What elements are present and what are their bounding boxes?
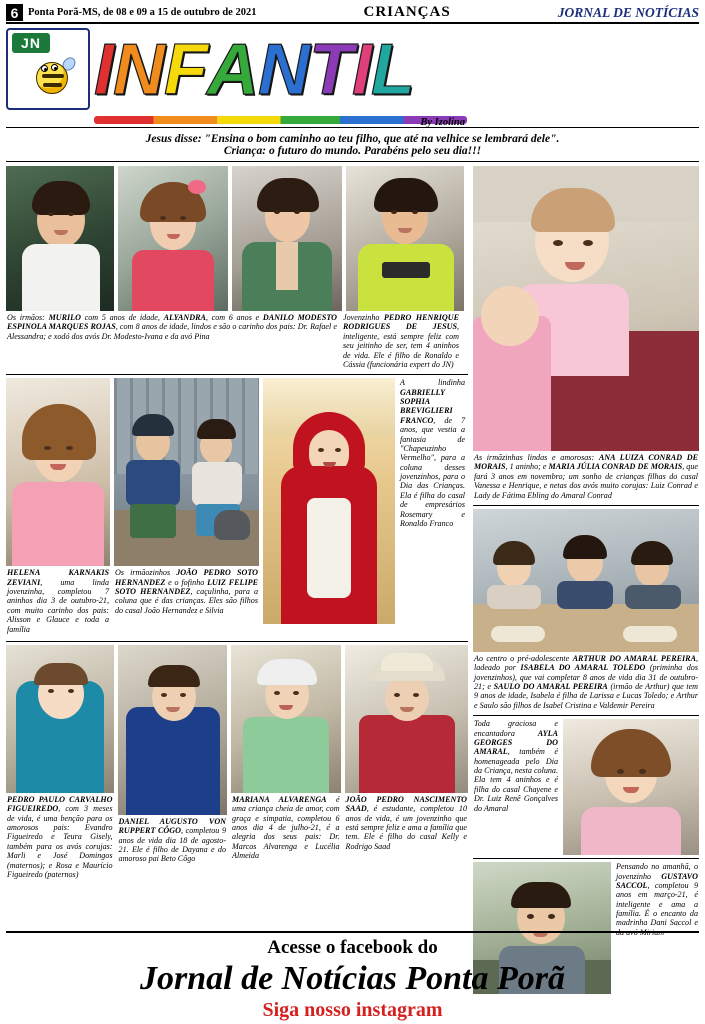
content-area (6, 162, 699, 994)
verse-line-2 (10, 145, 695, 157)
photo-row-3 (6, 642, 468, 882)
photo-daniel (118, 645, 228, 815)
promo-line-3: Siga nosso instagram (262, 999, 443, 1021)
edition-date: Ponta Porã-MS, de 08 e 09 a 15 de outubro de 2021 (28, 7, 257, 18)
newspaper-name: JORNAL DE NOTÍCIAS (557, 4, 699, 20)
bee-mascot-icon (28, 54, 76, 102)
photo-row-2 (6, 375, 468, 637)
banner-letter: N (258, 30, 309, 110)
caption-joao-pedro-saad: JOÃO PEDRO NASCIMENTO SAAD, é estudante, completou 10 anos de vida, é um jovenzinho que está sempre feliz e ama a família que tem. Ele é filho do casal Kelly e Rodrigo Saad (345, 794, 467, 851)
photo-mariana (231, 645, 341, 793)
caption-pedro-paulo: PEDRO PAULO CARVALHO FIGUEIREDO, com 3 meses de vida, é uma benção para os amorosos pais: Evandro Figueiredo e Teura Gisely, também para os avós corujas: Marli e José Domingos (maternos); e Rosa e Maurício Figueiredo (paternos) (7, 794, 113, 879)
photo-gabrielly (263, 378, 395, 624)
photo-row-1 (6, 166, 468, 311)
caption-gustavo: Pensando no amanhã, o jovenzinho GUSTAVO SACCOL, completou 9 anos em março-21, é inteligente e ama a família. É o encanto da madrinha Dani Saccol e da avó Miriam (616, 862, 698, 937)
column-byline: By Izolina (420, 117, 465, 128)
jn-logo (6, 28, 90, 110)
banner-title (94, 26, 467, 114)
photo-alyandra (118, 166, 228, 311)
caption-pedro-henrique: Jovenzinho PEDRO HENRIQUE RODRIGUES DE JESUS, inteligente, está sempre feliz com seu jeitinho de ser, tem 4 aninhos de vida. Ele é filho de Ronaldo e Cássia (funcionária expert do JN) (343, 313, 459, 369)
caption-gabrielly: A lindinha GABRIELLY SOPHIA BREVIGLIERI FRANCO, de 7 anos, que vestia a fantasia de "Chapeuzinho Vermelho", para a coluna desses jovenzinhos, para o Dia das Crianças. Ela é filha do casal de empresários Rosemary e Ronaldo Franco (400, 378, 465, 528)
photo-joao-pedro-saad (345, 645, 468, 793)
caption-daniel: DANIEL AUGUSTO VON RUPPERT CÔGO, completou 9 anos de vida dia 18 de agosto-21. Ele é filho de Dayana e do amoroso pai Beto Côgo (118, 816, 227, 864)
photo-murilo (6, 166, 114, 311)
caption-arthur-isabela-saulo: Ao centro o pré-adolescente ARTHUR DO AMARAL PEREIRA, ladeado por ISABELA DO AMARAL TOLEDO (priminha dos jovenzinhos), que vai completar 8 anos de vida dia 31 de outubro-21; e SAULO DO AMARAL PEREIRA (irmão de Arthur) que tem 9 anos de idade, Isabela é filha de Larissa e Lucas Toledo; e Arthur e Saulo são filhos de Isabel Cristina e Valdemir Pereira (474, 653, 699, 710)
caption-lead: Os irmãos: (7, 313, 45, 322)
right-column (473, 166, 699, 994)
photo-irmaozinhos-joao-luiz (114, 378, 259, 566)
photo-ayla (563, 719, 699, 855)
verse-block (6, 128, 699, 162)
photo-helena (6, 378, 110, 566)
caption-irmaozinhos-joao-luiz: Os irmãozinhos JOÃO PEDRO SOTO HERNANDEZ e o fofinho LUIZ FELIPE SOTO HERNANDEZ, caçulinha, para a coluna que é das crianças. Eles são filhos do casal João Hernandez e Silvia (115, 568, 258, 615)
banner-letter: F (164, 30, 207, 110)
page-header (6, 4, 699, 24)
section-title: CRIANÇAS (363, 4, 451, 20)
promo-line-1: Acesse o facebook do (267, 937, 438, 958)
caption-helena: HELENA KARNAKIS ZEVIANI, uma linda jovenzinha, completou 7 aninhos dia 3 de outubro-21, com muito carinho dos pais: Alisson e Glauce e toda a família (7, 568, 109, 634)
photo-arthur-isabela-saulo (473, 509, 699, 652)
photo-pedro-henrique (346, 166, 464, 311)
verse-line-2-rest: o futuro do mundo. Parabéns pelo seu dia!!! (266, 145, 482, 157)
promo-footer (6, 931, 699, 1022)
banner-title-wrap (94, 26, 467, 126)
banner-letter: T (309, 30, 352, 110)
caption-mariana: MARIANA ALVARENGA é uma criança cheia de amor, com graça e simpatia, completou 6 anos dia 4 de julho-21, é a alegria dos seus pais: Dr. Marcos Alvarenga e Lucélia Almeida (232, 794, 340, 861)
caption-ayla: Toda graciosa e encantadora AYLA GEORGES DO AMARAL, também é homenageada pelo Dia da Criança, nesta coluna. Ela tem 4 aninhos e é filha do casal Chayene e Dr. Luiz Renê Gonçalves do Amaral (474, 719, 558, 813)
banner-letter: A (207, 30, 258, 110)
banner-letter: I (94, 30, 114, 110)
banner-letter: N (113, 30, 165, 110)
photo-danilo (232, 166, 342, 311)
page-number: 6 (6, 4, 23, 21)
verse-line-2-bold: Criança: (223, 145, 267, 157)
rainbow-underline-icon (94, 116, 467, 124)
verse-line-1: Jesus disse: "Ensina o bom caminho ao teu filho, que até na velhice se lembrará dele". (145, 133, 560, 145)
infantil-banner (6, 24, 699, 128)
caption-irmazinhas-ana-maria: As irmãzinhas lindas e amorosas: ANA LUIZA CONRAD DE MORAIS, 1 aninho; e MARIA JÚLIA CONRAD DE MORAIS, que fará 3 anos em novembro; um sonho de crianças filhas do casal Vanessa e Henrique, e netas dos avós muito corujas: Luiz Conrad e Lady de Fátima Ebling do Amaral Conrad (474, 453, 698, 500)
photo-pedro-paulo (6, 645, 114, 793)
banner-letter: I (351, 30, 371, 110)
caption-irmaos-murilo: Os irmãos: MURILO com 5 anos de idade, ALYANDRA, com 6 anos e DANILO MODESTO ESPINOLA MARQUES ROJAS, com 8 anos de idade, lindos e são o carinho dos pais: Dr. Rafael e Alessandra; e xodó dos avós Dr. Modesto-Ivana e da avó Pina (7, 313, 337, 341)
promo-line-2: Jornal de Notícias Ponta Porã (139, 960, 566, 997)
banner-letter: L (371, 30, 414, 110)
photo-irmazinhas-ana-maria (473, 166, 699, 451)
jn-logo-text: JN (12, 33, 50, 53)
left-column (6, 166, 468, 994)
